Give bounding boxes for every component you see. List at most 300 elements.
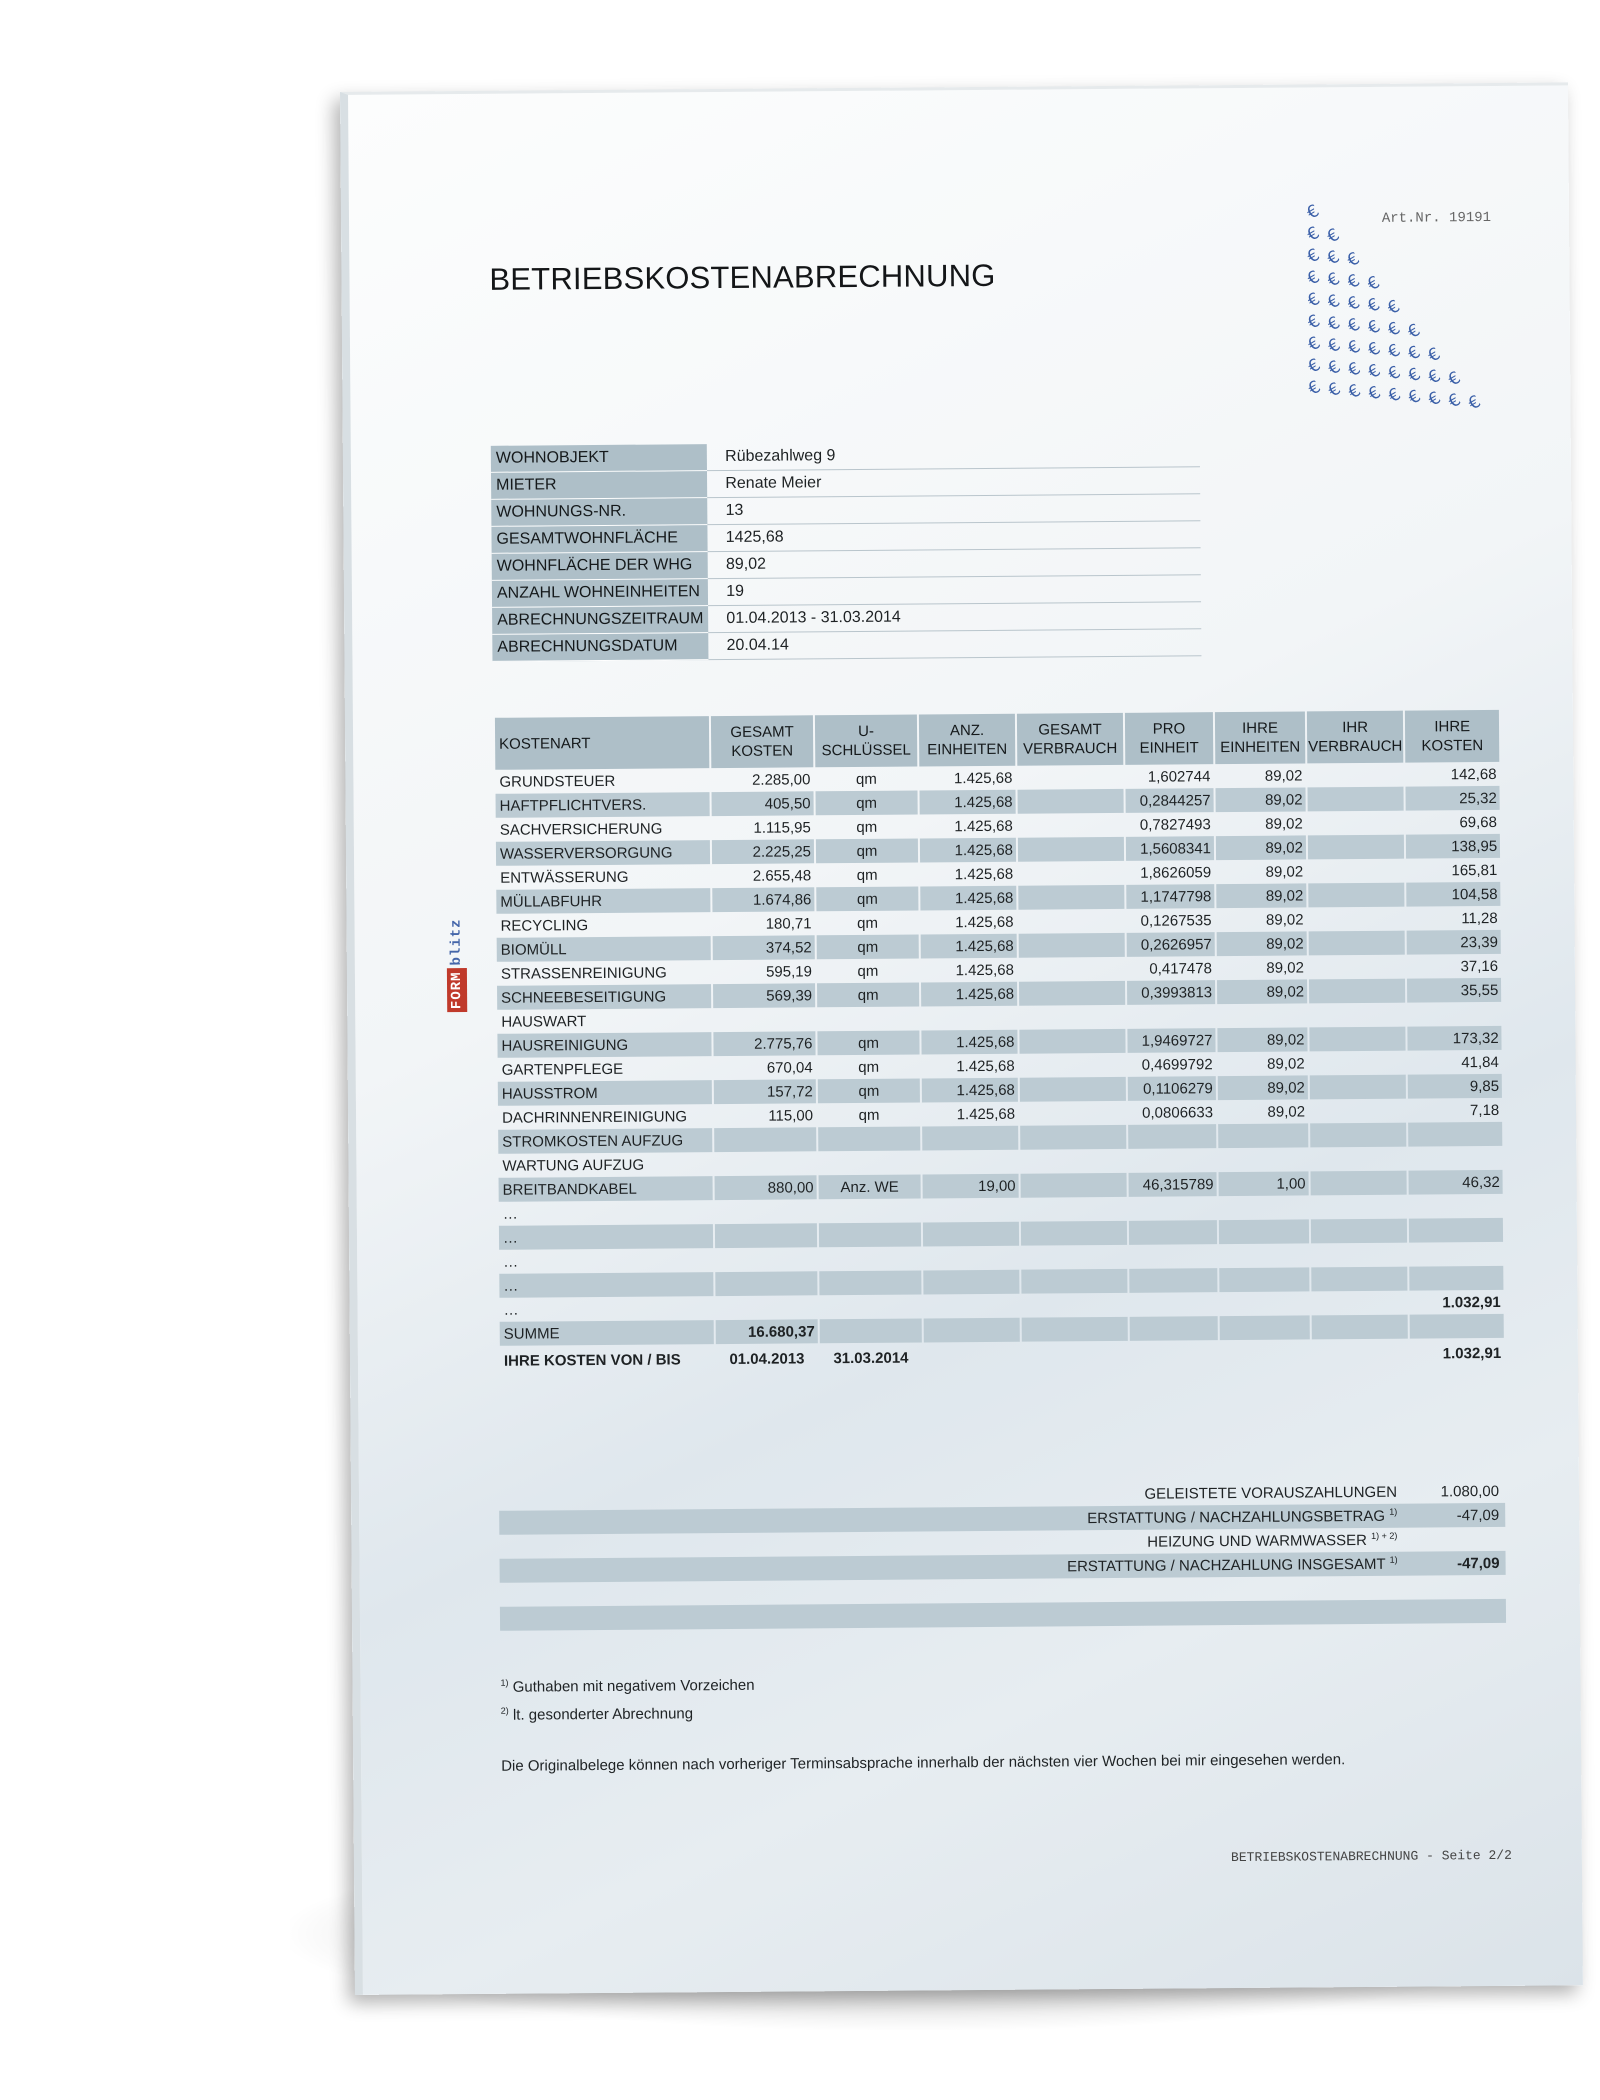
info-value: 19: [708, 575, 1201, 606]
footnote-text: Guthaben mit negativem Vorzeichen: [512, 1676, 755, 1696]
euro-icon: €: [1384, 362, 1405, 386]
info-value: 1425,68: [708, 521, 1201, 552]
empty-cell: [924, 1342, 1020, 1373]
cost-value-cell: [1018, 813, 1124, 838]
cost-value-cell: 180,71: [765, 914, 812, 933]
cost-value-cell: [1217, 1003, 1307, 1028]
column-header: GESAMT KOSTEN: [711, 715, 813, 768]
cost-value-cell: [1219, 1219, 1309, 1244]
cost-value-cell: 1.425,68: [955, 913, 1014, 931]
cost-type-cell: SCHNEEBESEITIGUNG: [497, 984, 711, 1010]
cost-value-cell: [1020, 1125, 1126, 1150]
info-label: ANZAHL WOHNEINHEITEN: [492, 579, 708, 608]
cost-value-cell: 16.680,37: [716, 1319, 818, 1344]
empty-cell: [1022, 1341, 1128, 1372]
euro-icon: €: [1424, 388, 1445, 411]
euro-icon: €: [1344, 380, 1365, 404]
cost-value-cell: [1017, 765, 1123, 790]
cost-value-cell: [1308, 811, 1404, 836]
cost-type-cell: WARTUNG AUFZUG: [502, 1156, 645, 1175]
cost-value-cell: [820, 1318, 922, 1343]
cost-value-cell: 46,32: [1409, 1170, 1503, 1195]
cost-value-cell: 1.425,68: [920, 838, 1016, 863]
cost-value-cell: [1409, 1146, 1503, 1171]
euro-icon: €: [1324, 290, 1344, 314]
cost-type-cell: MÜLLABFUHR: [496, 888, 710, 914]
cost-value-cell: [1021, 1269, 1127, 1294]
cost-value-cell: 138,95: [1406, 834, 1500, 859]
cost-value-cell: [1127, 1004, 1215, 1029]
cost-value-cell: [923, 1294, 1019, 1319]
cost-value-cell: 37,16: [1460, 957, 1499, 975]
euro-icon: €: [1363, 272, 1384, 296]
euro-icon: €: [1384, 340, 1404, 364]
info-label: ABRECHNUNGSZEITRAUM: [492, 606, 708, 635]
euro-icon: €: [1364, 294, 1384, 318]
cost-value-cell: [1020, 1077, 1126, 1102]
cost-value-cell: 0,4699792: [1141, 1055, 1213, 1074]
euro-icon: €: [1324, 378, 1345, 402]
cost-value-cell: qm: [816, 790, 918, 815]
period-total: 1.032,91: [1442, 1344, 1502, 1362]
cost-value-cell: 1.674,86: [712, 887, 814, 912]
cost-value-cell: 1.425,68: [954, 865, 1014, 883]
footnote-ref: 1) + 2): [1371, 1530, 1398, 1541]
cost-value-cell: 89,02: [1265, 910, 1304, 929]
summary-amount: -47,09: [1456, 1554, 1500, 1572]
cost-value-cell: 670,04: [766, 1058, 813, 1077]
cost-value-cell: 1.115,95: [753, 818, 811, 837]
cost-value-cell: [1407, 1002, 1501, 1027]
summary-amount: [1411, 1539, 1505, 1540]
cost-value-cell: [1129, 1220, 1217, 1245]
cost-value-cell: 35,55: [1407, 978, 1501, 1003]
cost-value-cell: [1019, 981, 1125, 1006]
cost-value-cell: [1310, 1051, 1406, 1076]
property-info-table: [491, 440, 1202, 662]
cost-value-cell: [818, 1126, 920, 1151]
cost-value-cell: 89,02: [1264, 766, 1303, 785]
cost-type-cell: …: [502, 1205, 518, 1223]
column-header: IHR VERBRAUCH: [1307, 711, 1404, 764]
cost-type-cell: HAUSREINIGUNG: [497, 1032, 711, 1058]
summary-label-text: GELEISTETE VORAUSZAHLUNGEN: [1144, 1483, 1398, 1503]
euro-icon: €: [1343, 248, 1364, 272]
period-to: 31.03.2014: [833, 1349, 909, 1367]
cost-value-cell: [922, 1150, 1018, 1175]
cost-value-cell: [1409, 1218, 1503, 1243]
operating-costs-table: [493, 710, 1506, 1376]
cost-value-cell: 1.425,68: [956, 1057, 1015, 1075]
column-header: KOSTENART: [495, 716, 709, 770]
cost-value-cell: [924, 1318, 1020, 1343]
period-label: IHRE KOSTEN VON / BIS: [503, 1350, 681, 1370]
cost-value-cell: 1.425,68: [922, 1078, 1018, 1103]
euro-icon: €: [1344, 314, 1364, 338]
summary-block: [499, 1479, 1506, 1631]
summary-label-text: HEIZUNG UND WARMWASSER: [1147, 1531, 1368, 1551]
cost-value-cell: [1409, 1242, 1503, 1267]
cost-value-cell: 46,315789: [1129, 1172, 1217, 1197]
euro-icon: €: [1364, 316, 1384, 340]
cost-value-cell: [819, 1246, 921, 1271]
cost-value-cell: [1219, 1195, 1309, 1220]
euro-icon: €: [1404, 364, 1425, 387]
cost-value-cell: 89,02: [1265, 862, 1304, 881]
cost-value-cell: [1018, 789, 1124, 814]
cost-value-cell: qm: [817, 1030, 919, 1055]
cost-value-cell: [1218, 1147, 1308, 1172]
cost-value-cell: [1021, 1221, 1127, 1246]
cost-value-cell: 89,02: [1216, 883, 1306, 908]
page-title: BETRIEBSKOSTENABRECHNUNG: [489, 257, 996, 297]
cost-value-cell: qm: [856, 818, 878, 836]
info-row: [492, 629, 1201, 662]
cost-value-cell: 595,19: [765, 962, 812, 981]
cost-type-cell: STRASSENREINIGUNG: [500, 963, 667, 983]
cost-value-cell: [1219, 1267, 1309, 1292]
summary-amount: -47,09: [1456, 1506, 1500, 1524]
info-value: 20.04.14: [708, 629, 1201, 660]
cost-type-cell: …: [503, 1301, 519, 1319]
cost-value-cell: [1312, 1315, 1408, 1340]
cost-value-cell: [1022, 1317, 1128, 1342]
euro-icon: €: [1384, 318, 1404, 342]
empty-cell: [1220, 1339, 1310, 1370]
cost-value-cell: 165,81: [1451, 861, 1498, 879]
info-value: 89,02: [708, 548, 1201, 579]
cost-value-cell: [922, 1126, 1018, 1151]
costs-header-row: [495, 710, 1500, 770]
cost-value-cell: [1128, 1124, 1216, 1149]
euro-icon: €: [1424, 366, 1445, 389]
cost-value-cell: [1021, 1173, 1127, 1198]
cost-value-cell: [1129, 1292, 1217, 1317]
cost-value-cell: 115,00: [768, 1106, 814, 1125]
column-header: IHRE EINHEITEN: [1215, 711, 1305, 764]
cost-value-cell: [1019, 933, 1125, 958]
cost-value-cell: 1.425,68: [920, 886, 1016, 911]
cost-value-cell: qm: [855, 770, 877, 788]
euro-icon: €: [1364, 360, 1385, 384]
cost-value-cell: [1018, 837, 1124, 862]
document-page: [340, 82, 1583, 1995]
cost-value-cell: qm: [816, 886, 918, 911]
cost-value-cell: 2.225,25: [712, 839, 814, 864]
euro-icon: €: [1404, 386, 1425, 409]
footnote-text: lt. gesonderter Abrechnung: [512, 1705, 694, 1724]
info-label: GESAMTWOHNFLÄCHE: [491, 525, 707, 554]
cost-value-cell: [1019, 957, 1125, 982]
cost-value-cell: [923, 1246, 1019, 1271]
cost-value-cell: [1307, 763, 1403, 788]
cost-value-cell: 142,68: [1450, 765, 1497, 783]
cost-value-cell: [923, 1222, 1019, 1247]
period-from: 01.04.2013: [729, 1349, 805, 1368]
cost-value-cell: 157,72: [714, 1079, 816, 1104]
cost-value-cell: [1311, 1195, 1407, 1220]
cost-value-cell: 1.425,68: [955, 961, 1014, 979]
info-value: Renate Meier: [707, 467, 1200, 498]
euro-icon: €: [1304, 288, 1324, 312]
cost-value-cell: 1,1747798: [1126, 884, 1214, 909]
cost-value-cell: [1409, 1266, 1503, 1291]
euro-icon: €: [1303, 266, 1324, 290]
cost-value-cell: 7,18: [1469, 1101, 1500, 1119]
cost-type-cell: SUMME: [500, 1320, 714, 1346]
cost-value-cell: qm: [818, 1078, 920, 1103]
cost-value-cell: qm: [817, 934, 919, 959]
cost-type-cell: …: [499, 1272, 713, 1298]
summary-amount: 1.080,00: [1440, 1482, 1500, 1500]
cost-value-cell: [1128, 1148, 1216, 1173]
euro-pattern-icon: [1303, 194, 1501, 415]
cost-value-cell: [1309, 955, 1405, 980]
brand-logo-form: FORM: [447, 968, 467, 1012]
summary-label: [1067, 1555, 1412, 1576]
cost-value-cell: 69,68: [1459, 813, 1498, 831]
cost-value-cell: [1019, 1029, 1125, 1054]
cost-type-cell: GARTENPFLEGE: [501, 1060, 624, 1079]
cost-value-cell: 1,9469727: [1127, 1028, 1215, 1053]
cost-value-cell: 89,02: [1266, 958, 1304, 977]
cost-value-cell: [1129, 1196, 1217, 1221]
euro-icon: €: [1304, 376, 1325, 400]
cost-type-cell: BIOMÜLL: [497, 936, 711, 962]
cost-value-cell: [1311, 1219, 1407, 1244]
cost-value-cell: [1308, 907, 1404, 932]
cost-value-cell: 89,02: [1215, 787, 1305, 812]
footnote: [501, 1704, 755, 1724]
cost-value-cell: [819, 1270, 921, 1295]
cost-value-cell: 89,02: [1267, 1054, 1305, 1073]
cost-value-cell: [819, 1294, 921, 1319]
info-value: 13: [707, 494, 1200, 525]
cost-value-cell: [1021, 1245, 1127, 1270]
cost-value-cell: 1.425,68: [920, 790, 1016, 815]
cost-value-cell: qm: [858, 1106, 880, 1124]
cost-value-cell: [1219, 1291, 1309, 1316]
cost-value-cell: 0,417478: [1149, 959, 1212, 978]
article-number: Art.Nr. 19191: [1381, 209, 1492, 227]
euro-icon: €: [1444, 389, 1465, 413]
cost-value-cell: qm: [858, 1058, 880, 1076]
euro-icon: €: [1343, 270, 1364, 294]
cost-value-cell: [921, 1006, 1017, 1031]
cost-value-cell: qm: [857, 962, 879, 980]
cost-value-cell: 0,1267535: [1140, 911, 1212, 930]
euro-icon: €: [1384, 384, 1405, 408]
cost-value-cell: qm: [817, 982, 919, 1007]
cost-value-cell: [715, 1271, 817, 1296]
cost-value-cell: 1.425,68: [956, 1105, 1016, 1123]
cost-value-cell: 1,00: [1219, 1171, 1309, 1196]
cost-value-cell: [1018, 861, 1124, 886]
cost-value-cell: 9,85: [1408, 1074, 1502, 1099]
info-label: MIETER: [491, 471, 707, 500]
summary-label: [1144, 1483, 1411, 1502]
euro-icon: €: [1304, 354, 1325, 378]
euro-icon: €: [1303, 244, 1324, 268]
cost-type-cell: HAUSWART: [501, 1012, 587, 1031]
info-label: WOHNUNGS-NR.: [491, 498, 707, 527]
cost-value-cell: 23,39: [1407, 930, 1501, 955]
cost-value-cell: [715, 1223, 817, 1248]
info-label: WOHNFLÄCHE DER WHG: [492, 552, 708, 581]
cost-type-cell: …: [503, 1253, 519, 1271]
summary-label-text: ERSTATTUNG / NACHZAHLUNG INSGESAMT: [1066, 1555, 1386, 1576]
euro-icon: €: [1444, 367, 1465, 391]
cost-value-cell: [1021, 1293, 1127, 1318]
cost-value-cell: [818, 1150, 920, 1175]
footnote: [500, 1676, 754, 1696]
footnote-ref: 1): [1389, 1554, 1398, 1565]
euro-icon: €: [1304, 332, 1324, 356]
cost-value-cell: [1310, 1147, 1406, 1172]
cost-value-cell: [713, 1007, 815, 1032]
empty-cell: [1312, 1339, 1408, 1370]
summary-label: [1147, 1531, 1411, 1551]
cost-type-cell: GRUNDSTEUER: [499, 772, 616, 791]
euro-icon: €: [1364, 338, 1384, 362]
cost-value-cell: 104,58: [1406, 882, 1500, 907]
cost-value-cell: [1307, 787, 1403, 812]
cost-value-cell: [1311, 1267, 1407, 1292]
cost-type-cell: BREITBANDKABEL: [499, 1176, 713, 1202]
cost-type-cell: …: [499, 1224, 713, 1250]
cost-value-cell: [1408, 1122, 1502, 1147]
cost-value-cell: [1308, 859, 1404, 884]
cost-value-cell: [1309, 1027, 1405, 1052]
euro-icon: €: [1364, 382, 1385, 406]
cost-value-cell: [1311, 1243, 1407, 1268]
cost-value-cell: 0,1106279: [1128, 1076, 1216, 1101]
cost-value-cell: 25,32: [1406, 786, 1500, 811]
cost-value-cell: [1018, 909, 1124, 934]
column-header: ANZ. EINHEITEN: [919, 714, 1015, 767]
cost-value-cell: [1020, 1053, 1126, 1078]
brand-logo: [446, 915, 467, 1012]
cost-value-cell: [1220, 1315, 1310, 1340]
cost-value-cell: 1.425,68: [921, 982, 1017, 1007]
cost-value-cell: [923, 1198, 1019, 1223]
summary-label: [1087, 1507, 1411, 1528]
cost-value-cell: 1.425,68: [954, 817, 1013, 835]
cost-value-cell: [1018, 885, 1124, 910]
cost-value-cell: [1218, 1123, 1308, 1148]
cost-type-cell: RECYCLING: [500, 916, 589, 935]
cost-type-cell: DACHRINNENREINIGUNG: [501, 1107, 688, 1127]
column-header: U- SCHLÜSSEL: [815, 714, 917, 767]
euro-icon: €: [1303, 222, 1324, 246]
cost-type-cell: WASSERVERSORGUNG: [496, 840, 710, 866]
cost-value-cell: 0,2844257: [1125, 788, 1213, 813]
euro-icon: €: [1324, 334, 1344, 358]
info-label: WOHNOBJEKT: [491, 444, 707, 473]
cost-value-cell: 569,39: [713, 983, 815, 1008]
empty-cell: [1130, 1340, 1218, 1371]
cost-value-cell: 89,02: [1217, 1027, 1307, 1052]
cost-value-cell: 19,00: [923, 1174, 1019, 1199]
cost-value-cell: 880,00: [715, 1175, 817, 1200]
cost-value-cell: [1311, 1291, 1407, 1316]
cost-value-cell: 1.425,68: [953, 769, 1013, 787]
cost-value-cell: 0,3993813: [1127, 980, 1215, 1005]
cost-value-cell: 1,602744: [1147, 767, 1211, 786]
footnote-ref: 1): [1389, 1506, 1398, 1517]
column-header: GESAMT VERBRAUCH: [1017, 713, 1123, 766]
cost-value-cell: [1019, 1005, 1125, 1030]
cost-type-cell: STROMKOSTEN AUFZUG: [498, 1128, 712, 1154]
cost-value-cell: 1.032,91: [1442, 1293, 1501, 1311]
cost-value-cell: [819, 1222, 921, 1247]
cost-value-cell: 89,02: [1267, 1102, 1306, 1121]
cost-value-cell: [1129, 1268, 1217, 1293]
cost-value-cell: qm: [816, 838, 918, 863]
info-value: 01.04.2013 - 31.03.2014: [708, 602, 1201, 633]
euro-pattern-graphic: [1303, 194, 1501, 415]
brand-logo-blitz: blitz: [448, 918, 465, 966]
euro-icon: €: [1344, 292, 1364, 316]
cost-value-cell: 89,02: [1217, 931, 1307, 956]
cost-value-cell: [1310, 1099, 1406, 1124]
cost-value-cell: 374,52: [713, 935, 815, 960]
cost-value-cell: [1308, 835, 1404, 860]
cost-value-cell: [1129, 1244, 1217, 1269]
footnotes: [500, 1676, 754, 1734]
euro-icon: €: [1404, 342, 1425, 365]
cost-value-cell: [1219, 1243, 1309, 1268]
euro-icon: €: [1344, 336, 1364, 360]
cost-value-cell: [1309, 931, 1405, 956]
euro-icon: €: [1324, 312, 1344, 336]
cost-value-cell: 89,02: [1217, 979, 1307, 1004]
cost-value-cell: [715, 1247, 817, 1272]
cost-value-cell: 1,8626059: [1140, 863, 1212, 882]
cost-value-cell: 1.425,68: [921, 1030, 1017, 1055]
cost-value-cell: 0,7827493: [1139, 815, 1211, 834]
cost-value-cell: 405,50: [712, 791, 814, 816]
cost-value-cell: 173,32: [1408, 1026, 1502, 1051]
euro-icon: €: [1424, 344, 1445, 367]
cost-value-cell: [714, 1127, 816, 1152]
cost-value-cell: qm: [857, 914, 879, 932]
cost-value-cell: [1309, 979, 1405, 1004]
summary-label-text: ERSTATTUNG / NACHZAHLUNGSBETRAG: [1087, 1507, 1386, 1528]
cost-value-cell: Anz. WE: [819, 1174, 921, 1199]
cost-value-cell: [714, 1151, 816, 1176]
cost-value-cell: 1.425,68: [921, 934, 1017, 959]
cost-value-cell: [1311, 1171, 1407, 1196]
cost-value-cell: 41,84: [1461, 1053, 1499, 1071]
info-value: Rübezahlweg 9: [707, 440, 1200, 471]
euro-icon: €: [1303, 200, 1323, 224]
cost-value-cell: [817, 1006, 919, 1031]
cost-value-cell: [923, 1270, 1019, 1295]
euro-icon: €: [1323, 224, 1344, 248]
cost-value-cell: 89,02: [1216, 835, 1306, 860]
cost-value-cell: 1,5608341: [1126, 836, 1214, 861]
footnote-marker: 2): [500, 1705, 509, 1716]
euro-icon: €: [1344, 358, 1365, 382]
page-footer: BETRIEBSKOSTENABRECHNUNG - Seite 2/2: [1230, 1847, 1512, 1866]
cost-type-cell: ENTWÄSSERUNG: [500, 868, 629, 887]
cost-value-cell: 89,02: [1265, 814, 1303, 833]
euro-icon: €: [1323, 246, 1344, 270]
cost-value-cell: [1310, 1075, 1406, 1100]
column-header: PRO EINHEIT: [1125, 712, 1213, 765]
cost-value-cell: 0,0806633: [1142, 1103, 1214, 1122]
